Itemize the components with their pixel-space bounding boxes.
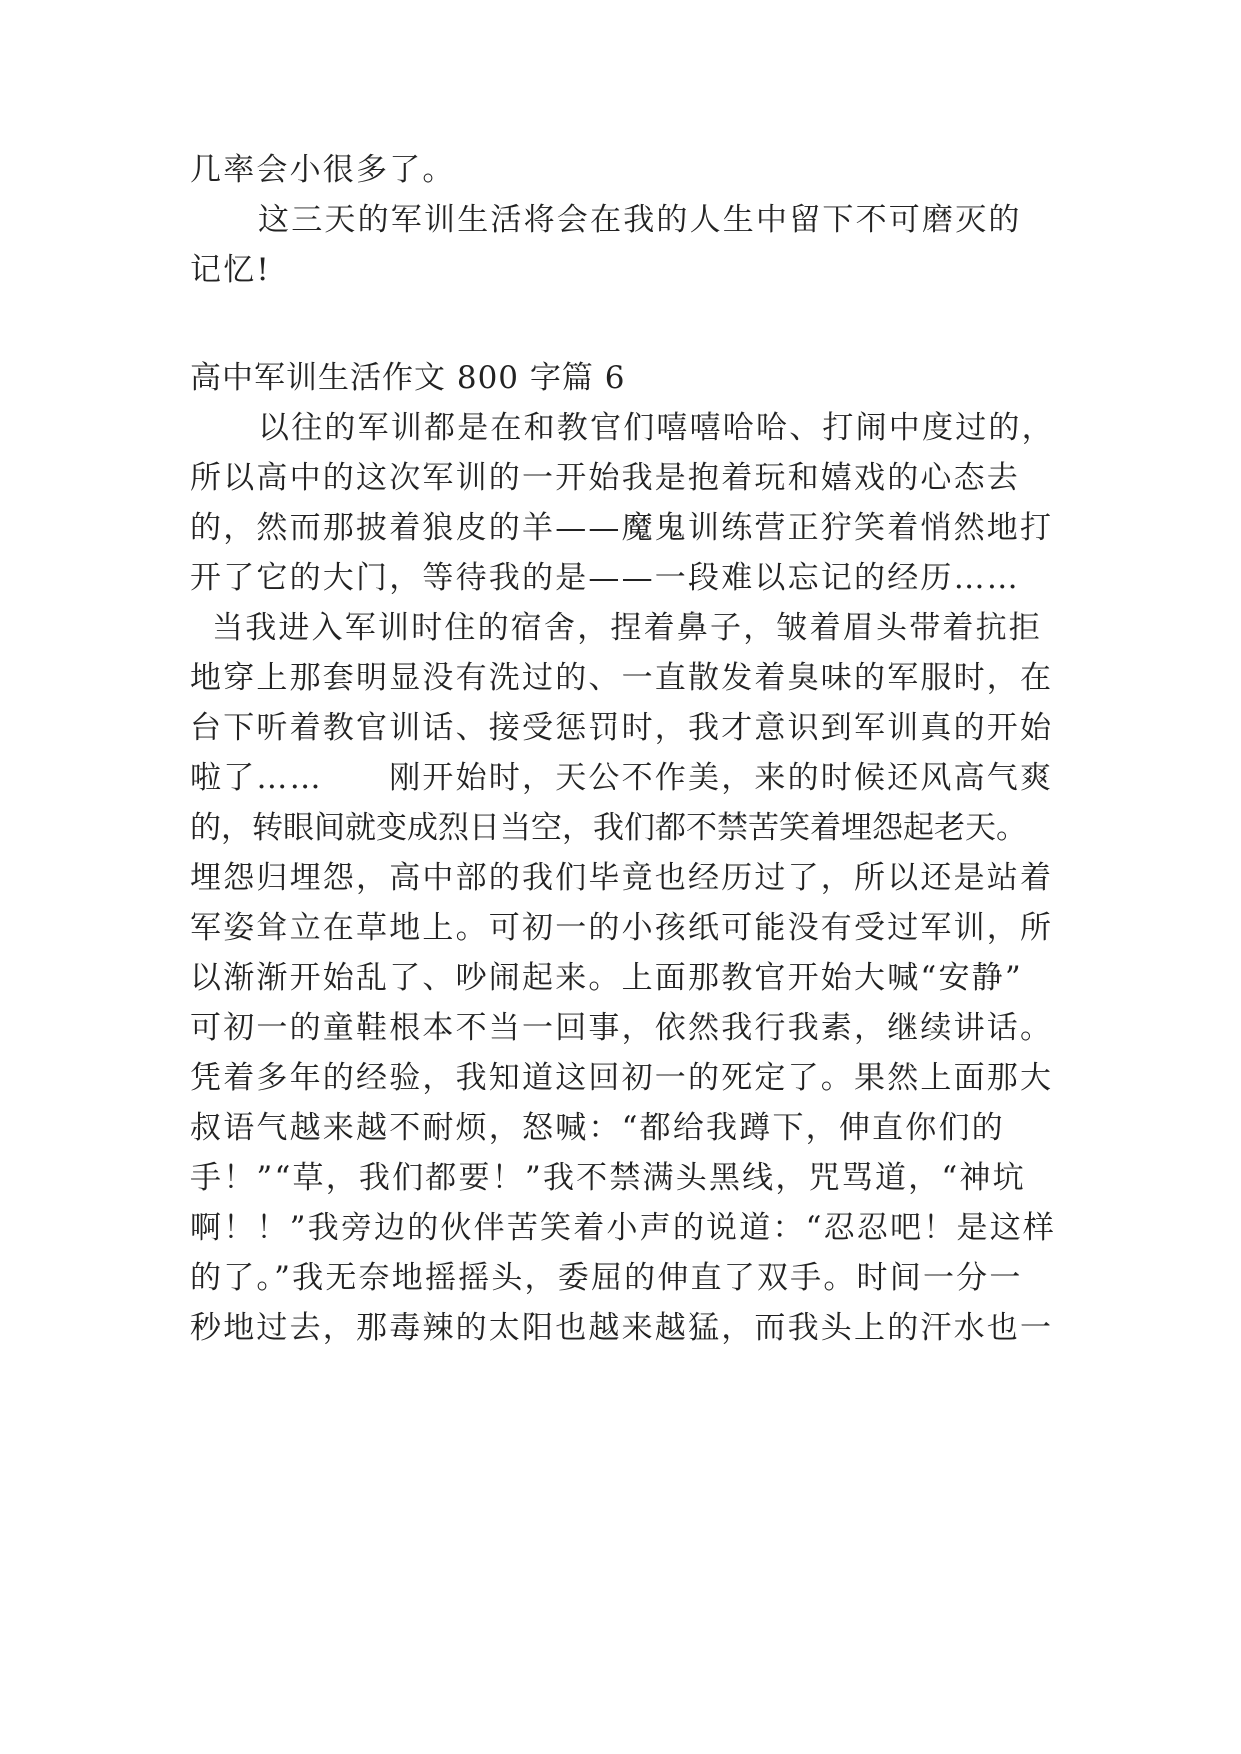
text-line: 的了。”我无奈地摇摇头，委屈的伸直了双手。时间一分一 — [190, 1260, 1023, 1296]
text-line: 以渐渐开始乱了、吵闹起来。上面那教官开始大喊“安静” — [190, 960, 1023, 996]
paragraph-line: 这三天的军训生活将会在我的人生中留下不可磨灭的 — [258, 202, 1022, 238]
text-line: 秒地过去，那毒辣的太阳也越来越猛，而我头上的汗水也一 — [190, 1310, 1054, 1346]
text-line: 埋怨归埋怨，高中部的我们毕竟也经历过了，所以还是站着 — [190, 860, 1054, 896]
text-line: 啊！！”我旁边的伙伴苦笑着小声的说道：“忍忍吧！是这样 — [190, 1210, 1057, 1246]
text-line: 台下听着教官训话、接受惩罚时，我才意识到军训真的开始 — [190, 710, 1054, 746]
paragraph-line: 当我进入军训时住的宿舍，捏着鼻子，皱着眉头带着抗拒 — [212, 610, 1042, 646]
text-line: 的，转眼间就变成烈日当空，我们都不禁苦笑着埋怨起老天。 — [190, 810, 1027, 846]
text-line: 地穿上那套明显没有洗过的、一直散发着臭味的军服时，在 — [190, 660, 1054, 696]
section-heading: 高中军训生活作文 800 字篇 6 — [190, 360, 626, 396]
text-line: 可初一的童鞋根本不当一回事，依然我行我素，继续讲话。 — [190, 1010, 1054, 1046]
text-line: 的，然而那披着狼皮的羊——魔鬼训练营正狞笑着悄然地打 — [190, 510, 1054, 546]
text-line: 手！”“草，我们都要！”我不禁满头黑线，咒骂道，“神坑 — [190, 1160, 1026, 1196]
text-line: 开了它的大门，等待我的是——一段难以忘记的经历…… — [190, 560, 1020, 596]
text-line: 几率会小很多了。 — [190, 152, 456, 188]
text-line: 啦了…… 刚开始时，天公不作美，来的时候还风高气爽 — [190, 760, 1054, 796]
paragraph-line: 以往的军训都是在和教官们嘻嘻哈哈、打闹中度过的， — [258, 410, 1055, 446]
text-line: 凭着多年的经验，我知道这回初一的死定了。果然上面那大 — [190, 1060, 1054, 1096]
text-line: 叔语气越来越不耐烦，怒喊：“都给我蹲下，伸直你们的 — [190, 1110, 1005, 1146]
text-line: 所以高中的这次军训的一开始我是抱着玩和嬉戏的心态去 — [190, 460, 1020, 496]
text-line: 军姿耸立在草地上。可初一的小孩纸可能没有受过军训，所 — [190, 910, 1054, 946]
text-line: 记忆! — [190, 252, 272, 288]
